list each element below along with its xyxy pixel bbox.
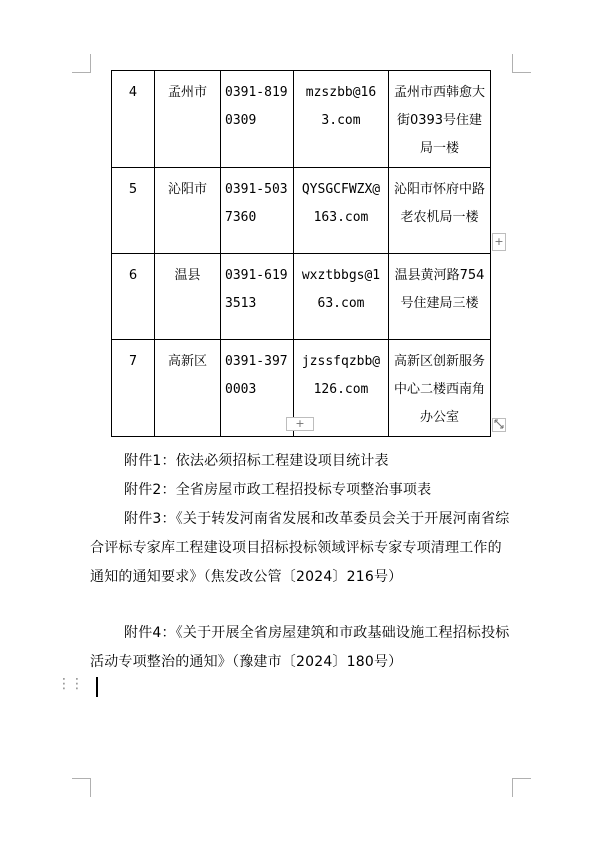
- table-resize-handle[interactable]: [492, 418, 506, 432]
- email-cell[interactable]: QYSGCFWZX@163.com: [294, 168, 389, 254]
- address-cell[interactable]: 高新区创新服务中心二楼西南角办公室: [389, 340, 491, 437]
- phone-cell[interactable]: 0391-5037360: [221, 168, 294, 254]
- email-cell[interactable]: wxztbbgs@163.com: [294, 254, 389, 340]
- city-cell[interactable]: 孟州市: [155, 71, 221, 168]
- city-cell[interactable]: 高新区: [155, 340, 221, 437]
- add-column-button[interactable]: [492, 233, 506, 251]
- contact-table[interactable]: [111, 70, 491, 437]
- text-cursor: [96, 677, 98, 697]
- table-row[interactable]: [112, 254, 491, 340]
- email-cell[interactable]: jzssfqzbb@126.com: [294, 340, 389, 437]
- page-corner-mark-bottom-left: [72, 778, 91, 797]
- address-cell[interactable]: 沁阳市怀府中路老农机局一楼: [389, 168, 491, 254]
- email-cell[interactable]: mzszbb@163.com: [294, 71, 389, 168]
- attachment-3: 附件3：《关于转发河南省发展和改革委员会关于开展河南省综合评标专家库工程建设项目招标投标领域评标专家专项清理工作的通知的通知要求》（焦发改公管〔2024〕216号）: [90, 511, 510, 585]
- phone-cell[interactable]: 0391-6193513: [221, 254, 294, 340]
- page-corner-mark-bottom-right: [512, 778, 531, 797]
- row-number[interactable]: 5: [112, 168, 155, 254]
- attachment-1: 附件1：依法必须招标工程建设项目统计表: [124, 453, 389, 469]
- table-row[interactable]: [112, 71, 491, 168]
- add-row-button[interactable]: [286, 417, 314, 431]
- city-cell[interactable]: 沁阳市: [155, 168, 221, 254]
- page-corner-mark-top-left: [72, 54, 91, 73]
- phone-cell[interactable]: 0391-3970003: [221, 340, 294, 437]
- row-number[interactable]: 4: [112, 71, 155, 168]
- resize-icon: [494, 419, 504, 429]
- address-cell[interactable]: 温县黄河路754号住建局三楼: [389, 254, 491, 340]
- page-corner-mark-top-right: [512, 54, 531, 73]
- attachment-4: 附件4：《关于开展全省房屋建筑和市政基础设施工程招标投标活动专项整治的通知》（豫建市〔2024〕180号）: [90, 625, 510, 670]
- table-row[interactable]: [112, 168, 491, 254]
- row-number[interactable]: 6: [112, 254, 155, 340]
- row-number[interactable]: 7: [112, 340, 155, 437]
- drag-handle-icon[interactable]: ⋮⋮: [57, 676, 83, 692]
- address-cell[interactable]: 孟州市西韩愈大街0393号住建局一楼: [389, 71, 491, 168]
- plus-icon: +: [494, 235, 504, 248]
- attachment-2: 附件2：全省房屋市政工程招投标专项整治事项表: [124, 482, 432, 498]
- phone-cell[interactable]: 0391-8190309: [221, 71, 294, 168]
- plus-icon: +: [295, 417, 305, 430]
- city-cell[interactable]: 温县: [155, 254, 221, 340]
